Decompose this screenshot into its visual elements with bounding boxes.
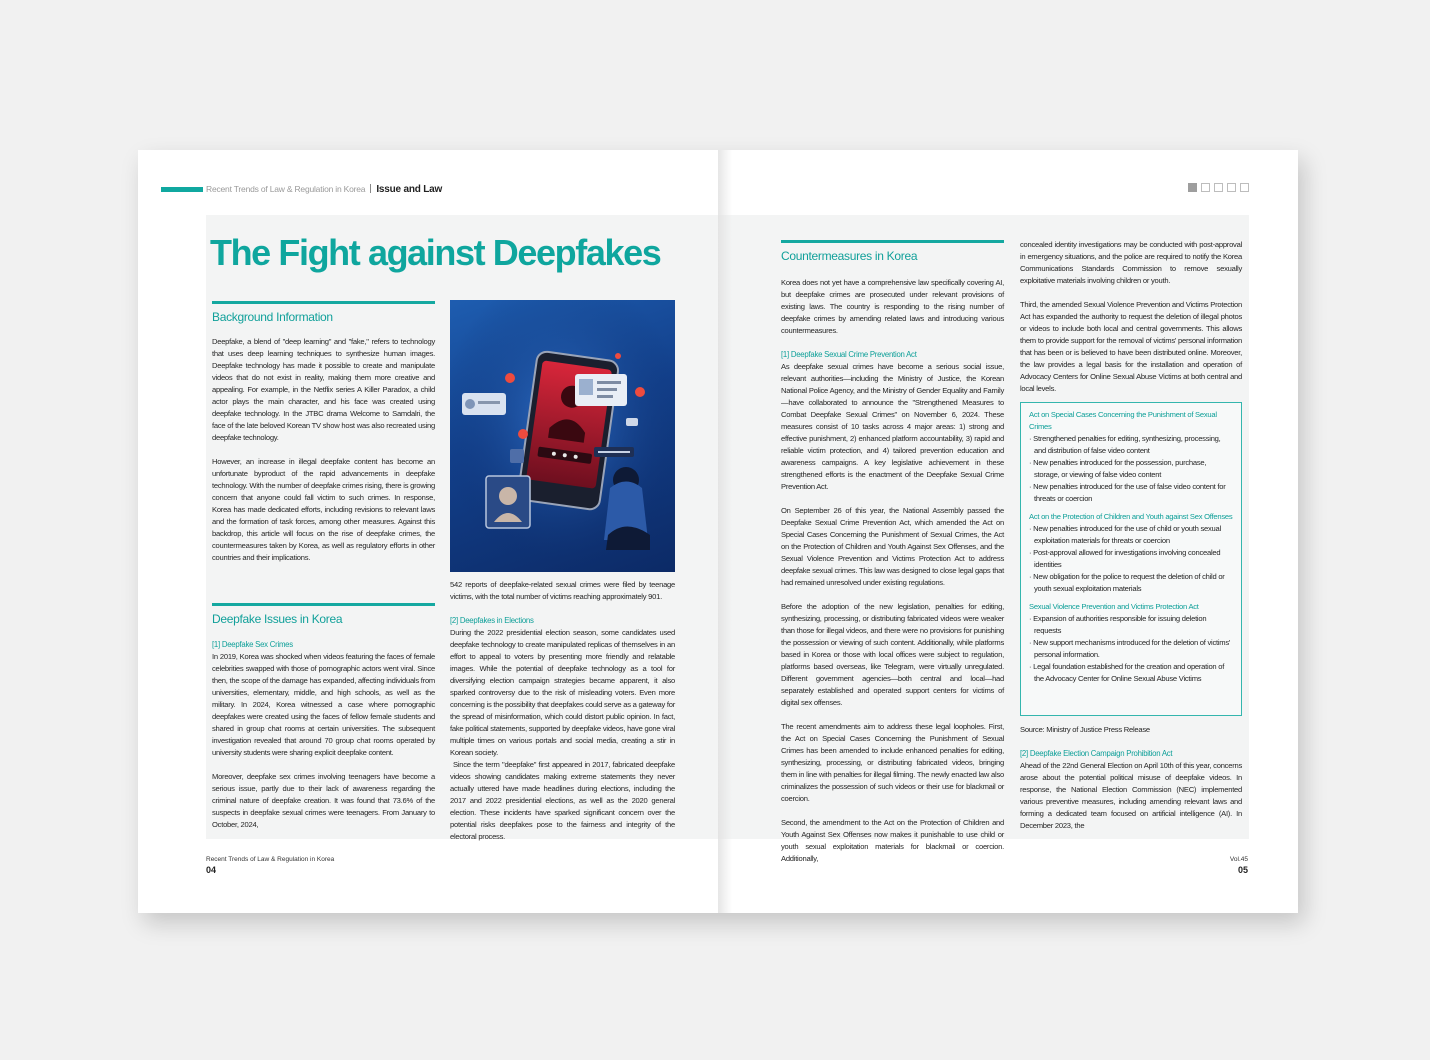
column-four-text bbox=[1020, 239, 1242, 407]
paragraph: Second, the amendment to the Act on the Protection of Children and Youth Against Sex Offenses now makes it punishable to use child or youth sexual exploitation materials for blackmail or coercion. Additionally, bbox=[781, 818, 1004, 863]
background-section-heading bbox=[212, 301, 435, 327]
indicator-dot bbox=[1214, 183, 1223, 192]
indicator-dot-active bbox=[1188, 183, 1197, 192]
source-note: Source: Ministry of Justice Press Release bbox=[1020, 725, 1150, 734]
header-series: Recent Trends of Law & Regulation in Korea bbox=[206, 184, 366, 194]
paragraph: Third, the amended Sexual Violence Prevention and Victims Protection Act has expanded the authority to request the deletion of illegal photos or videos to include both local and central governments. This allows them to provide support for the removal of victims' personal information that has been or is believed to have been distributed online. Moreover, the law provides a legal basis for the installation and operation of Advocacy Centers for Online Sexual Abuse Victims at both central and local levels. bbox=[1020, 300, 1242, 393]
heading-text: Background Information bbox=[212, 310, 333, 324]
magazine-spread bbox=[138, 150, 1298, 913]
paragraph: Deepfake, a blend of "deep learning" and "fake," refers to technology that uses deep learning techniques to synthesize human images. Deepfake technology has made it possible to create and manipulate videos that do not exist in reality, making them more creative and appealing. For example, in the Netflix series A Killer Paradox, a child actor plays the main character, and his face was created using deepfake technology. In the JTBC drama Welcome to Samdalri, the face of the late beloved Korean TV show host was also recreated using deepfake technology. bbox=[212, 337, 435, 442]
list-item: · New penalties introduced for the possession, purchase, storage, or viewing of false video content bbox=[1029, 458, 1207, 479]
list-item: · Legal foundation established for the creation and operation of the Advocacy Center for Online Sexual Abuse Victims bbox=[1029, 662, 1225, 683]
heading-text: Deepfake Issues in Korea bbox=[212, 612, 343, 626]
paragraph: However, an increase in illegal deepfake content has become an unfortunate byproduct of the rapid advancements in deepfake technology. With the number of deepfake crimes rising, there is growing concern that anyone could fall victim to such crimes. In response, Korea has made dedicated efforts, including revisions to relevant laws and the formation of task forces, among other measures. Against this backdrop, this article will focus on the rise of deepfake crimes, the countermeasures taken by Korea, as well as regulatory efforts in other countries and their implications. bbox=[212, 457, 435, 562]
subheading: [2] Deepfakes in Elections bbox=[450, 616, 534, 625]
paragraph: In 2019, Korea was shocked when videos featuring the faces of female celebrities swapped with those of pornographic actors went viral. Since then, the scope of the damage has expanded, affecting individuals from universities, elementary, middle, and high schools, as well as the military. In 2024, Korea witnessed a case where pornographic deepfakes were created using the faces of fellow female students and shared in group chat rooms at certain universities. The subsequent investigation revealed that around 70 group chat rooms operated by university students were sharing explicit deepfake content. bbox=[212, 652, 435, 757]
column-two-text bbox=[450, 579, 675, 843]
amendments-summary-box bbox=[1020, 402, 1242, 716]
paragraph: On September 26 of this year, the National Assembly passed the Deepfake Sexual Crime Prevention Act, which amended the Act on Special Cases Concerning the Punishment of Sexual Crimes, the Act on the Protection of Children and Youth Against Sex Offenses, and the Sexual Violence Prevention and Victims Protection Act to address deepfake sexual crimes. This law was designed to close legal gaps that had remained unresolved under existing regulations. bbox=[781, 506, 1004, 587]
box-list bbox=[1029, 613, 1233, 685]
list-item: · Expansion of authorities responsible for issuing deletion requests bbox=[1029, 614, 1207, 635]
list-item: · Post-approval allowed for investigations involving concealed identities bbox=[1029, 548, 1221, 569]
indicator-dot bbox=[1227, 183, 1236, 192]
subheading: [1] Deepfake Sexual Crime Prevention Act bbox=[781, 350, 917, 359]
paragraph: During the 2022 presidential election season, some candidates used deepfake technology to create manipulated replicas of themselves in an effort to appeal to voters by presenting more friendly and relatable images. While the potential of deepfake technology as a tool for diversifying election campaign strategies became apparent, it also sparked controversy due to the risk of misleading voters. Even more concerning is the possibility that deepfakes could serve as a gateway for the spread of misinformation, which could distort public opinion. In fact, fake political statements, supported by deepfake videos, have gone viral multiple times on various portals and social media, creating a stir in Korean society. bbox=[450, 628, 675, 757]
paragraph: Before the adoption of the new legislation, penalties for editing, synthesizing, processing, or distributing fabricated videos were weaker than those for illegal videos, and there were no provisions for punishing the possession or viewing of such content. Additionally, while platforms based in Korea or those with local offices were subject to regulation, platforms based overseas, like Telegram, were virtually unregulated. Different government agencies—both central and local—had separately established and operated support centers for victims of digital sex offenses. bbox=[781, 602, 1004, 707]
paragraph: As deepfake sexual crimes have become a serious social issue, relevant authorities—including the Ministry of Justice, the Korean National Police Agency, and the Ministry of Gender Equality and Family—have collaborated to announce the "Strengthened Measures to Combat Deepfake Sexual Crimes" on November 6, 2024. These measures consist of 10 tasks across 4 major areas: 1) strong and effective punishment, 2) enhanced platform accountability, 3) rapid and reliable victim protection, and 4) tailored prevention education and awareness campaigns. A key legislative achievement in these strengthened efforts is the enactment of the Deepfake Sexual Crime Prevention Act. bbox=[781, 362, 1004, 491]
right-page bbox=[718, 150, 1298, 913]
paragraph: Since the term "deepfake" first appeared in 2017, fabricated deepfake videos showing candidates making extreme statements they never actually uttered have made headlines during elections, including the 2017 and 2022 presidential elections, as well as the 2020 general election. These incidents have sparked significant concern over the potential risks deepfakes pose to the fairness and integrity of the electoral process. bbox=[450, 760, 675, 841]
list-item: · New support mechanisms introduced for the deletion of victims' personal information. bbox=[1029, 638, 1231, 659]
heading-bar bbox=[212, 301, 435, 304]
running-header bbox=[206, 184, 442, 195]
paragraph: Korea does not yet have a comprehensive law specifically covering AI, but deepfake crimes are prosecuted under relevant provisions of existing laws. The country is responding to the rising number of deepfake crimes by amending related laws and introducing various countermeasures. bbox=[781, 278, 1004, 335]
box-list bbox=[1029, 433, 1233, 505]
issues-text bbox=[212, 639, 435, 831]
heading-text: Countermeasures in Korea bbox=[781, 249, 918, 263]
header-divider bbox=[370, 184, 371, 193]
page-number: 04 bbox=[206, 865, 217, 875]
footer-volume: Vol.45 bbox=[1229, 856, 1248, 863]
subheading: [1] Deepfake Sex Crimes bbox=[212, 640, 293, 649]
box-heading: Act on the Protection of Children and Youth against Sex Offenses bbox=[1029, 512, 1233, 521]
header-accent-bar bbox=[161, 187, 203, 192]
right-footer bbox=[1230, 856, 1248, 875]
footer-series: Recent Trends of Law & Regulation in Korea bbox=[206, 856, 335, 863]
left-page bbox=[138, 150, 718, 913]
heading-bar bbox=[212, 603, 435, 606]
subheading: [2] Deepfake Election Campaign Prohibition Act bbox=[1020, 749, 1173, 758]
article-title: The Fight against Deepfakes bbox=[210, 232, 661, 273]
indicator-dot bbox=[1240, 183, 1249, 192]
countermeasures-section-heading bbox=[781, 240, 1004, 266]
background-text bbox=[212, 336, 435, 576]
header-section: Issue and Law bbox=[376, 184, 443, 195]
list-item: · New penalties introduced for the use of child or youth sexual exploitation materials for threats or coercion bbox=[1029, 524, 1221, 545]
indicator-dot bbox=[1201, 183, 1210, 192]
list-item: · New obligation for the police to request the deletion of child or youth sexual exploitation materials bbox=[1029, 572, 1225, 593]
paragraph: concealed identity investigations may be conducted with post-approval in emergency situations, and the police are required to notify the Korea Communications Standards Commission to remove sexually exploitative materials involving children or youth. bbox=[1020, 240, 1242, 285]
box-heading: Sexual Violence Prevention and Victims Protection Act bbox=[1029, 602, 1199, 611]
heading-bar bbox=[781, 240, 1004, 243]
left-footer bbox=[206, 856, 334, 875]
issues-section-heading bbox=[212, 603, 435, 629]
paragraph: The recent amendments aim to address these legal loopholes. First, the Act on Special Cases Concerning the Punishment of Sexual Crimes has been amended to include enhanced penalties for editing, synthesizing, processing, or distributing fabricated videos, bringing them in line with penalties for illegal filming. The newly enacted law also criminalizes the possession of such videos or their use for blackmail or coercion. bbox=[781, 722, 1004, 803]
box-heading: Act on Special Cases Concerning the Punishment of Sexual Crimes bbox=[1029, 410, 1217, 431]
box-list bbox=[1029, 523, 1233, 595]
paragraph: Moreover, deepfake sex crimes involving teenagers have become a serious issue, partly due to their lack of awareness regarding the criminal nature of deepfake creation. It was found that 73.6% of the suspects in deepfake sexual crimes were teenagers. From January to October, 2024, bbox=[212, 772, 435, 829]
list-item: · New penalties introduced for the use of false video content for threats or coercion bbox=[1029, 482, 1226, 503]
deepfake-smartphone-illustration bbox=[450, 300, 675, 572]
page-indicator bbox=[1188, 183, 1249, 192]
list-item: · Strengthened penalties for editing, synthesizing, processing, and distribution of false video content bbox=[1029, 434, 1221, 455]
paragraph: 542 reports of deepfake-related sexual crimes were filed by teenage victims, with the total number of victims reaching approximately 901. bbox=[450, 580, 675, 601]
paragraph: Ahead of the 22nd General Election on April 10th of this year, concerns arose about the potential political misuse of deepfake videos. In response, the National Election Commission (NEC) implemented various preventive measures, including amending relevant laws and forming a dedicated team focused on artificial intelligence (AI). In December 2023, the bbox=[1020, 761, 1242, 830]
countermeasures-text bbox=[781, 277, 1004, 865]
page-number: 05 bbox=[1237, 865, 1248, 875]
column-four-lower-text bbox=[1020, 724, 1242, 832]
